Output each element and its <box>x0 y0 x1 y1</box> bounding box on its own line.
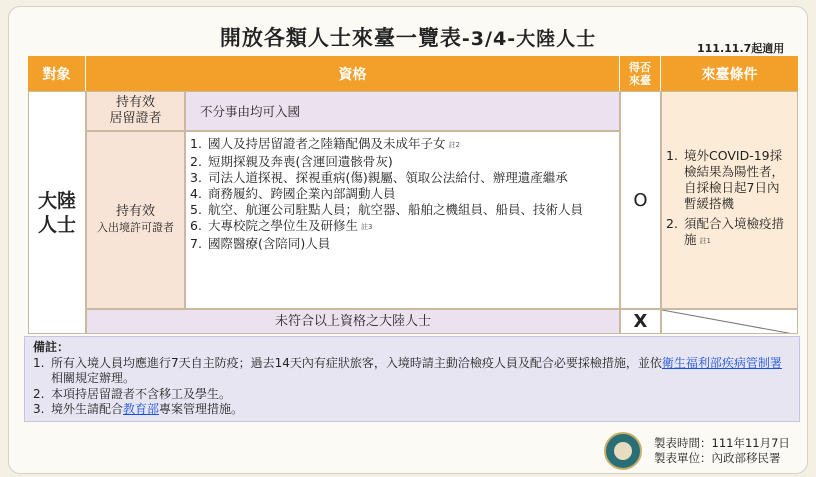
footnote-ref: 註3 <box>361 223 373 231</box>
item-text: 國人及持居留證者之陸籍配偶及未成年子女 <box>208 136 446 151</box>
note-number: 1. <box>33 355 45 370</box>
header-entry <box>620 56 661 91</box>
header-qualification: 資格 <box>86 56 620 91</box>
diagonal-line <box>662 310 798 334</box>
item-text: 短期探親及奔喪(含運回遺骸骨灰) <box>208 154 393 169</box>
item-text: 商務履約、跨國企業內部調動人員 <box>208 186 396 201</box>
effective-date: 111.11.7起適用 <box>697 42 785 55</box>
item-number: 2. <box>666 216 678 231</box>
item-number: 1. <box>190 136 202 151</box>
title-suffix: -3/4-大陸人士 <box>461 28 597 50</box>
moe-link[interactable]: 教育部 <box>123 402 160 416</box>
made-time: 製表時間：111年11月7日 <box>654 436 790 450</box>
note-text: 本項持居留證者不含移工及學生。 <box>51 386 232 401</box>
qual-list-item <box>190 236 613 252</box>
item-number: 2. <box>190 154 202 169</box>
note-item <box>33 402 791 418</box>
item-text: 航空、航運公司駐點人員；航空器、船舶之機組員、船員、技術人員 <box>208 202 584 217</box>
condition-text: 境外COVID-19採檢結果為陽性者，自採檢日起7日內暫緩搭機 <box>684 148 785 211</box>
header-conditions: 來臺條件 <box>661 56 798 91</box>
qual-list-item <box>190 154 613 170</box>
notes-label: 備註： <box>33 340 70 354</box>
conditions-list <box>666 148 791 250</box>
qual-type-line2: 入出境許可證者 <box>97 221 174 234</box>
qual-type-residence <box>86 91 185 131</box>
note-item <box>33 387 791 403</box>
qual-content-permit <box>185 131 620 309</box>
note-item <box>33 356 791 387</box>
header-subject: 對象 <box>28 56 86 91</box>
footer <box>654 436 790 466</box>
note-number: 3. <box>33 402 45 416</box>
item-text: 大專校院之學位生及研修生 <box>208 218 359 233</box>
note-text: 境外生請配合 <box>51 402 124 416</box>
empty-diagonal-cell <box>661 309 798 334</box>
header-entry-line1: 得否 <box>629 60 651 74</box>
page-title <box>150 22 666 52</box>
note-text-after: 專案管理措施。 <box>159 402 244 416</box>
notes-box <box>24 336 800 422</box>
condition-text: 須配合入境檢疫措施 <box>684 216 785 247</box>
qual-type-line1: 持有效 <box>115 95 155 110</box>
qual-type-line1: 持有效 <box>115 204 155 219</box>
subject-line1: 大陸 <box>37 189 76 212</box>
title-main: 開放各類人士來臺一覽表 <box>219 26 462 50</box>
note-number: 2. <box>33 386 45 401</box>
qual-item: 不分事由均可入國 <box>200 104 301 119</box>
agency-seal-icon <box>604 432 642 470</box>
qual-list <box>190 136 613 252</box>
note-text: 所有入境人員均應進行7天自主防疫；過去14天內有症狀旅客，入境時請主動洽檢疫人員及配合必要採檢措施，並依 <box>51 355 662 370</box>
item-number: 7. <box>190 236 202 251</box>
item-number: 6. <box>190 218 202 233</box>
header-entry-line2: 來臺 <box>629 73 651 87</box>
qual-content-residence <box>185 91 620 131</box>
qual-type-permit <box>86 131 185 309</box>
qual-type-line2: 居留證者 <box>109 111 162 126</box>
qual-list-item <box>190 186 613 202</box>
condition-item <box>666 148 791 212</box>
qual-list-item <box>190 170 613 186</box>
qual-list-item <box>190 202 613 218</box>
allowed-mark: O <box>620 91 661 309</box>
subject-line2: 人士 <box>37 213 76 236</box>
not-qualified-cell: 未符合以上資格之大陸人士 <box>86 309 620 334</box>
note-text-after: 相關規定辦理。 <box>51 371 136 385</box>
footnote-ref: 註2 <box>448 141 460 149</box>
condition-item <box>666 216 791 250</box>
subject-cell <box>28 91 86 334</box>
item-number: 5. <box>190 202 202 217</box>
cdc-link[interactable]: 衛生福利部疾病管制署 <box>661 355 782 370</box>
item-number: 1. <box>666 148 678 163</box>
item-text: 國際醫療(含陪同)人員 <box>208 236 331 251</box>
item-number: 3. <box>190 170 202 185</box>
item-number: 4. <box>190 186 202 201</box>
not-allowed-mark: X <box>620 309 661 334</box>
qual-list-item <box>190 136 613 154</box>
item-text: 司法人道探視、探視重病(傷)親屬、領取公法給付、辦理遺產繼承 <box>208 170 568 185</box>
qual-list-item <box>190 218 613 236</box>
conditions-cell <box>661 91 798 309</box>
footnote-ref: 註1 <box>699 237 711 245</box>
made-unit: 製表單位：內政部移民署 <box>654 451 781 465</box>
